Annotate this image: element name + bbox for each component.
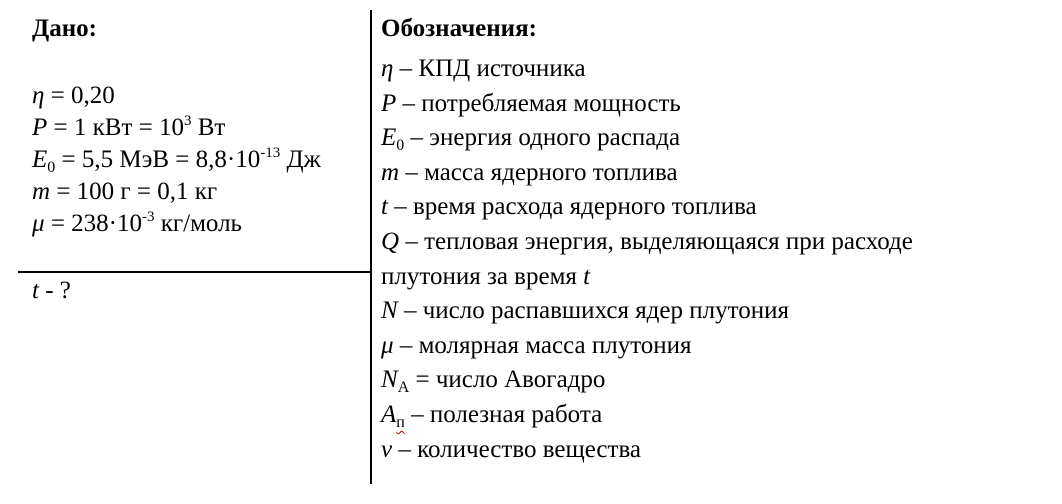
- notation-row: $A_п$ – полезная работа: [381, 400, 603, 431]
- find-row: t - ?: [32, 277, 71, 304]
- given-row-molar-mass: $\mu = 238\cdot 10^{-3}$ кг/моль: [32, 209, 242, 237]
- notation-row: μ – молярная масса плутония: [381, 331, 692, 359]
- notation-row: $E_0$ – энергия одного распада: [381, 124, 681, 155]
- notation-row: P – потребляемая мощность: [381, 89, 681, 117]
- given-row-power: P = 1 кВт = $10^3$ Вт: [32, 113, 226, 141]
- given-heading: Дано:: [32, 15, 97, 42]
- given-row-mass: m = 100 г = 0,1 кг: [32, 178, 218, 205]
- given-row-efficiency: η = 0,20: [32, 82, 115, 109]
- notation-row: $N_A$ = число Авогадро: [381, 366, 606, 397]
- notation-row: N – число распавшихся ядер плутония: [381, 297, 789, 325]
- given-underline: [18, 271, 371, 273]
- given-section: [32, 14, 367, 44]
- notation-row: Q – тепловая энергия, выделяющаяся при расходе: [381, 227, 913, 255]
- notation-row: ν – количество вещества: [381, 435, 642, 463]
- given-row-energy: $E_0 = 5,5$ МэВ = $8,8\cdot 10^{-13}$ Дж: [32, 145, 321, 176]
- notation-heading: Обозначения:: [381, 15, 537, 42]
- notation-row: m – масса ядерного топлива: [381, 158, 678, 186]
- vertical-divider: [370, 10, 372, 484]
- notation-row-continuation: плутония за время t: [381, 262, 591, 290]
- notation-list: [381, 52, 1051, 467]
- notation-section: [381, 14, 1051, 44]
- notation-row: t – время расхода ядерного топлива: [381, 193, 757, 221]
- given-list: [32, 80, 367, 240]
- notation-row: η – КПД источника: [381, 55, 586, 82]
